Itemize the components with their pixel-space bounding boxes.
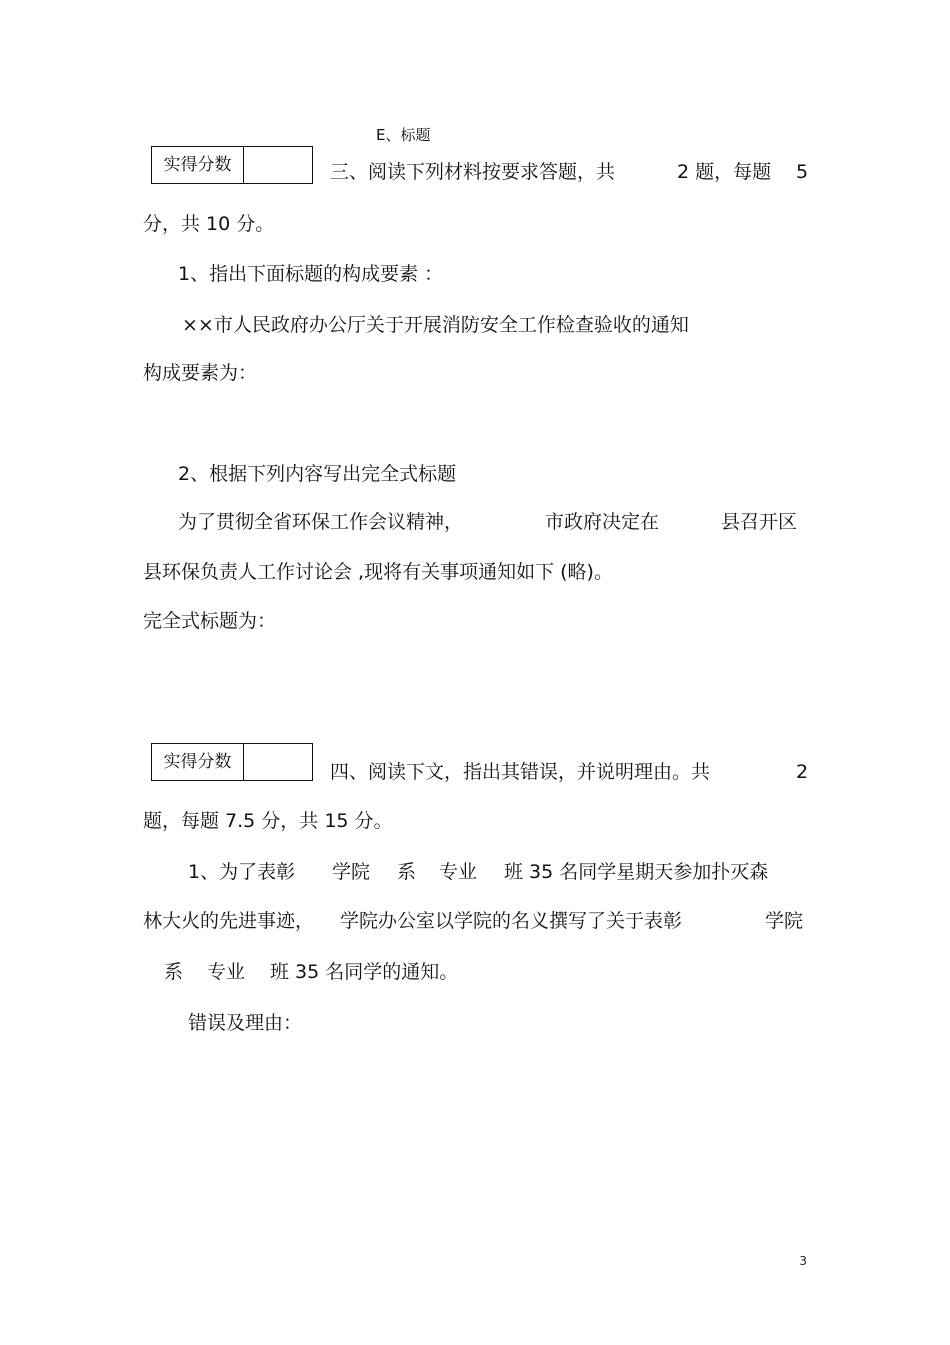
- section-four-q1-line2-part2: 学院办公室以学院的名义撰写了关于表彰: [340, 910, 683, 932]
- score-box-blank: [244, 147, 312, 183]
- section-three-q1-answer-label: 构成要素为：: [143, 362, 258, 384]
- section-four-q1-line1-part2: 学院: [332, 861, 371, 883]
- score-box-section-three: [151, 146, 313, 184]
- section-three-q2-content-line2: 县环保负责人工作讨论会 ,现将有关事项通知如下 (略)。: [143, 561, 613, 583]
- section-three-heading-part3: 5: [796, 161, 809, 183]
- score-box-section-four: [151, 743, 313, 781]
- section-four-q1-answer-label: 错误及理由：: [188, 1012, 303, 1034]
- section-three-q2-answer-label: 完全式标题为：: [143, 610, 277, 632]
- section-three-q2-content-part2: 市政府决定在: [545, 511, 660, 533]
- section-four-q1-line1-part4: 专业: [439, 861, 478, 883]
- section-three-q1-prompt: 1、指出下面标题的构成要素 ：: [178, 263, 444, 285]
- score-box-label: 实得分数: [152, 744, 244, 780]
- section-three-heading-part2: 2 题，每题: [677, 161, 772, 183]
- page-number: 3: [799, 1254, 807, 1268]
- section-four-q1-line3-part3: 班 35 名同学的通知。: [270, 961, 459, 983]
- score-box-label: 实得分数: [152, 147, 244, 183]
- section-three-q2-content-part3: 县召开区: [721, 511, 798, 533]
- section-three-q2-content-part1: 为了贯彻全省环保工作会议精神，: [178, 511, 464, 533]
- section-four-q1-line1-part5: 班 35 名同学星期天参加扑灭森: [504, 861, 769, 883]
- section-four-q1-line2-part3: 学院: [765, 910, 804, 932]
- section-three-q2-prompt: 2、根据下列内容写出完全式标题: [178, 463, 457, 485]
- section-three-heading-part1: 三、阅读下列材料按要求答题，共: [330, 161, 616, 183]
- section-four-q1-line1-part3: 系: [397, 861, 417, 883]
- section-four-q1-line3-part2: 专业: [207, 961, 246, 983]
- section-four-q1-line1-part1: 1、为了表彰: [188, 861, 296, 883]
- score-box-blank: [244, 744, 312, 780]
- section-four-q1-line3-part1: 系: [164, 961, 184, 983]
- section-four-heading-part1: 四、阅读下文，指出其错误，并说明理由。共: [330, 761, 711, 783]
- section-four-q1-line2-part1: 林大火的先进事迹，: [143, 910, 315, 932]
- section-three-line2: 分，共 10 分。: [143, 213, 275, 235]
- section-three-q1-title: ××市人民政府办公厅关于开展消防安全工作检查验收的通知: [182, 314, 689, 336]
- option-e: E、标题: [376, 126, 431, 144]
- section-four-heading-part2: 2: [796, 761, 809, 783]
- section-four-line2: 题，每题 7.5 分，共 15 分。: [143, 810, 393, 832]
